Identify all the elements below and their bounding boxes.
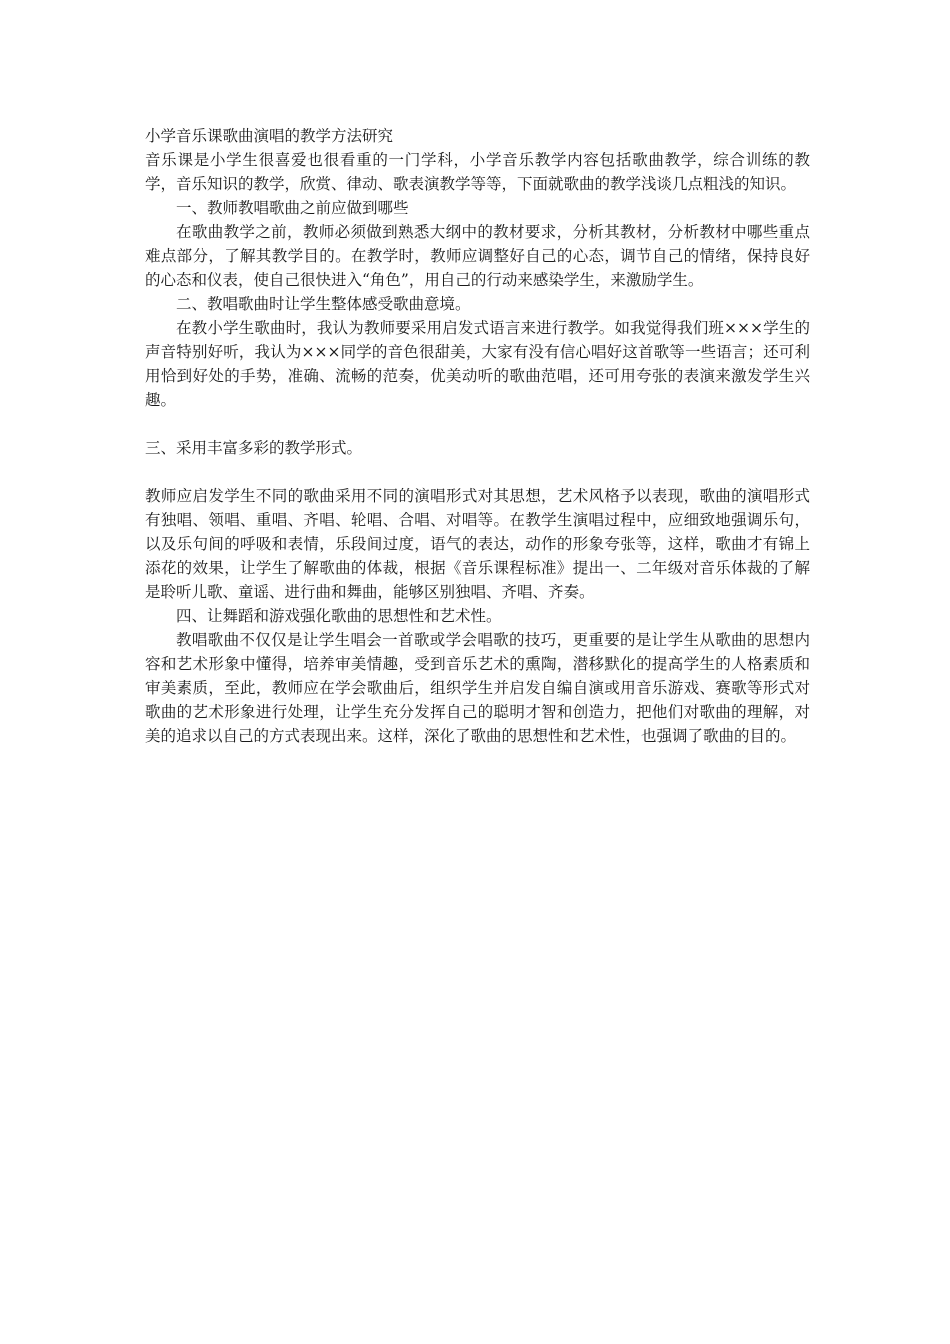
section-3-heading: 三、采用丰富多彩的教学形式。 [145, 439, 363, 457]
section-1-paragraph: 在歌曲教学之前，教师必须做到熟悉大纲中的教材要求，分析其教材，分析教材中哪些重点难点部分，了解其教学目的。在教学时，教师应调整好自己的心态，调节自己的情绪，保持良好的心态和仪表，使自己很快进入“角色”，用自己的行动来感染学生，来激励学生。 [145, 223, 810, 289]
intro-paragraph: 音乐课是小学生很喜爱也很看重的一门学科，小学音乐教学内容包括歌曲教学，综合训练的教学，音乐知识的教学，欣赏、律动、歌表演教学等等，下面就歌曲的教学浅谈几点粗浅的知识。 [145, 151, 810, 193]
document-title: 小学音乐课歌曲演唱的教学方法研究 [145, 127, 394, 145]
section-3-paragraph: 教师应启发学生不同的歌曲采用不同的演唱形式对其思想，艺术风格予以表现，歌曲的演唱形式有独唱、领唱、重唱、齐唱、轮唱、合唱、对唱等。在教学生演唱过程中，应细致地强调乐句，以及乐句间的呼吸和表情，乐段间过度，语气的表达，动作的形象夸张等，这样，歌曲才有锦上添花的效果，让学生了解歌曲的体裁，根据《音乐课程标准》提出一、二年级对音乐体裁的了解是聆听儿歌、童谣、进行曲和舞曲，能够区别独唱、齐唱、齐奏。 [145, 487, 810, 601]
document-body [145, 124, 810, 748]
section-1-heading: 一、教师教唱歌曲之前应做到哪些 [176, 199, 409, 217]
section-2-heading: 二、教唱歌曲时让学生整体感受歌曲意境。 [176, 295, 471, 313]
section-2-paragraph: 在教小学生歌曲时，我认为教师要采用启发式语言来进行教学。如我觉得我们班×××学生的声音特别好听，我认为×××同学的音色很甜美，大家有没有信心唱好这首歌等一些语言；还可利用恰到好处的手势，准确、流畅的范奏，优美动听的歌曲范唱，还可用夸张的表演来激发学生兴趣。 [145, 319, 810, 409]
section-4-heading: 四、让舞蹈和游戏强化歌曲的思想性和艺术性。 [176, 607, 502, 625]
section-4-paragraph: 教唱歌曲不仅仅是让学生唱会一首歌或学会唱歌的技巧，更重要的是让学生从歌曲的思想内容和艺术形象中懂得，培养审美情趣，受到音乐艺术的熏陶，潜移默化的提高学生的人格素质和审美素质，至此，教师应在学会歌曲后，组织学生并启发自编自演或用音乐游戏、赛歌等形式对歌曲的艺术形象进行处理，让学生充分发挥自己的聪明才智和创造力，把他们对歌曲的理解，对美的追求以自己的方式表现出来。这样，深化了歌曲的思想性和艺术性，也强调了歌曲的目的。 [145, 631, 810, 745]
